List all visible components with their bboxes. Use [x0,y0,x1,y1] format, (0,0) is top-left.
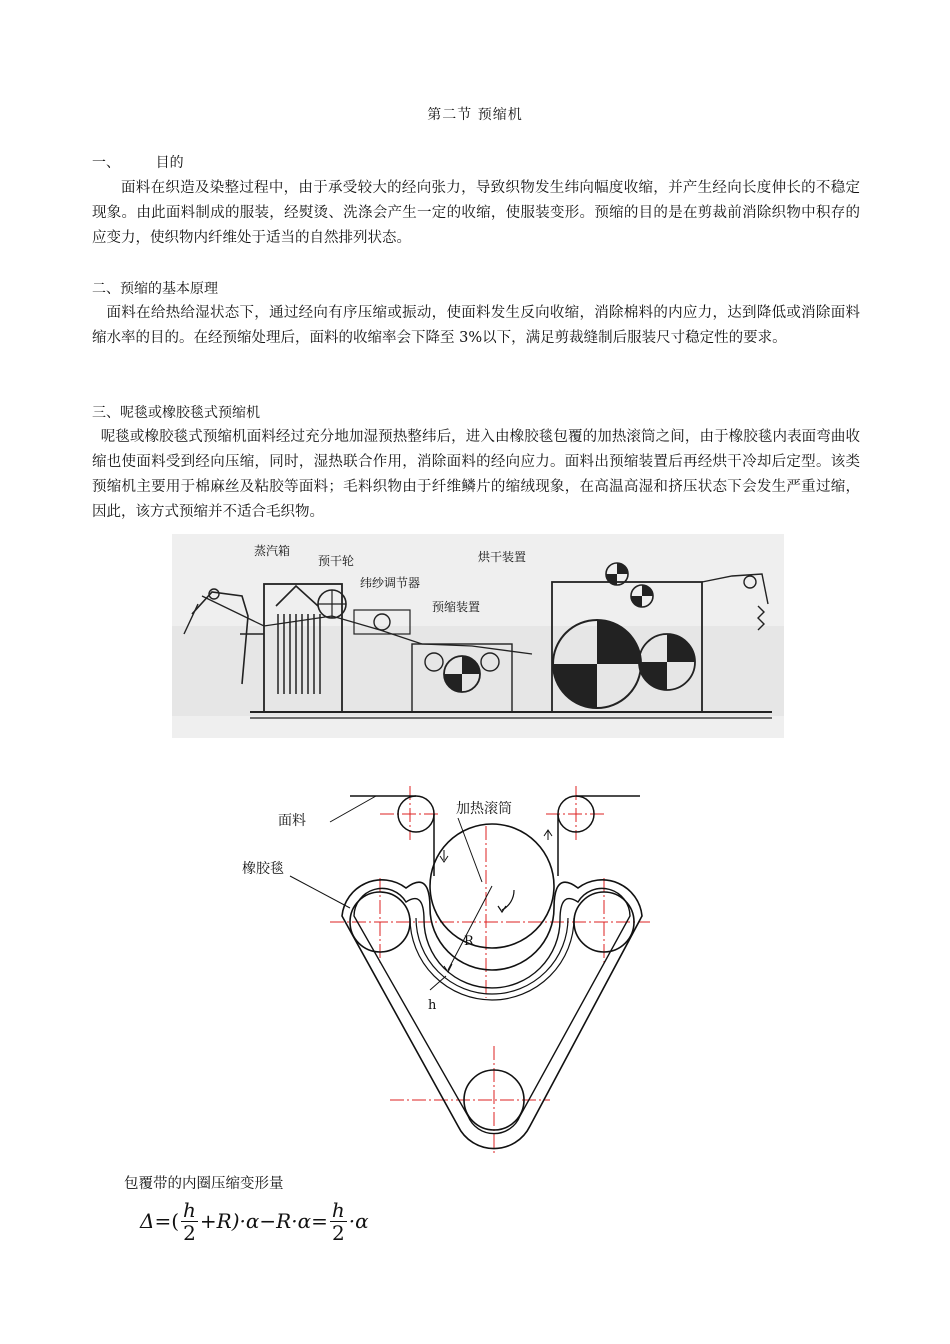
fabric-label: 面料 [278,813,306,829]
section-3-body: 呢毯或橡胶毯式预缩机面料经过充分地加湿预热整纬后，进入由橡胶毯包覆的加热滚筒之间，由于橡胶毯内表面弯曲收缩也使面料受到经向压缩，同时，湿热联合作用，消除面料的经向应力。面料出预缩装置后再经烘干冷却后定型。该类预缩机主要用于棉麻丝及粘胶等面料；毛料织物由于纤维鳞片的缩绒现象，在高温高湿和挤压状态下会发生严重过缩，因此，该方式预缩并不适合毛织物。 [92,429,860,520]
drying-device-label: 烘干装置 [478,550,527,564]
radius-label: R [464,934,474,949]
formula-frac-1-den: 2 [183,1220,196,1245]
formula-frac-2 [330,1199,347,1244]
section-2-body: 面料在给热给湿状态下，通过经向有序压缩或振动，使面料发生反向收缩，消除棉料的内应力，达到降低或消除面料缩水率的目的。在经预缩处理后，面料的收缩率会下降至 3%以下，满足剪裁缝制后服装尺寸稳定性的要求。 [92,305,860,346]
section-2-heading: 二、预缩的基本原理 [92,281,218,297]
formula-close: )·α−R·α= [231,1209,328,1233]
page-title: 第二节 预缩机 [427,107,523,123]
formula-frac-2-den: 2 [331,1220,345,1245]
blanket-schematic [230,778,700,1158]
section-3-heading: 三、呢毯或橡胶毯式预缩机 [92,405,260,421]
weft-regulator-label: 纬纱调节器 [360,576,421,590]
formula-delta: Δ [140,1209,155,1233]
formula-tail: ·α [348,1209,369,1233]
formula-open: ( [171,1209,180,1233]
rubber-blanket-diagram [230,778,700,1158]
pre-dry-wheel-label: 预干轮 [318,554,355,568]
section-1-body: 面料在织造及染整过程中，由于承受较大的经向张力，导致织物发生纬向幅度收缩，并产生经向长度伸长的不稳定现象。由此面料制成的服装，经熨烫、洗涤会产生一定的收缩，使服装变形。预缩的目的是在剪裁前消除织物中积存的应变力，使织物内纤维处于适当的自然排列状态。 [92,180,860,246]
formula-frac-2-num: h [331,1197,345,1222]
formula-eq: = [154,1209,172,1233]
formula-frac-1-num: h [183,1197,196,1222]
section-1-heading: 一、 目的 [92,155,184,171]
compression-formula [140,1196,369,1246]
shrinking-machine-figure [172,534,784,738]
shrink-device-label: 预缩装置 [432,600,481,614]
formula-plus-r: +R [199,1209,232,1233]
rubber-blanket-label: 橡胶毯 [242,861,284,877]
formula-frac-1 [181,1199,198,1244]
formula-caption: 包覆带的内圈压缩变形量 [124,1176,284,1192]
thickness-label: h [428,998,437,1013]
steam-box-label: 蒸汽箱 [254,544,291,558]
heated-drum-label: 加热滚筒 [456,801,512,817]
